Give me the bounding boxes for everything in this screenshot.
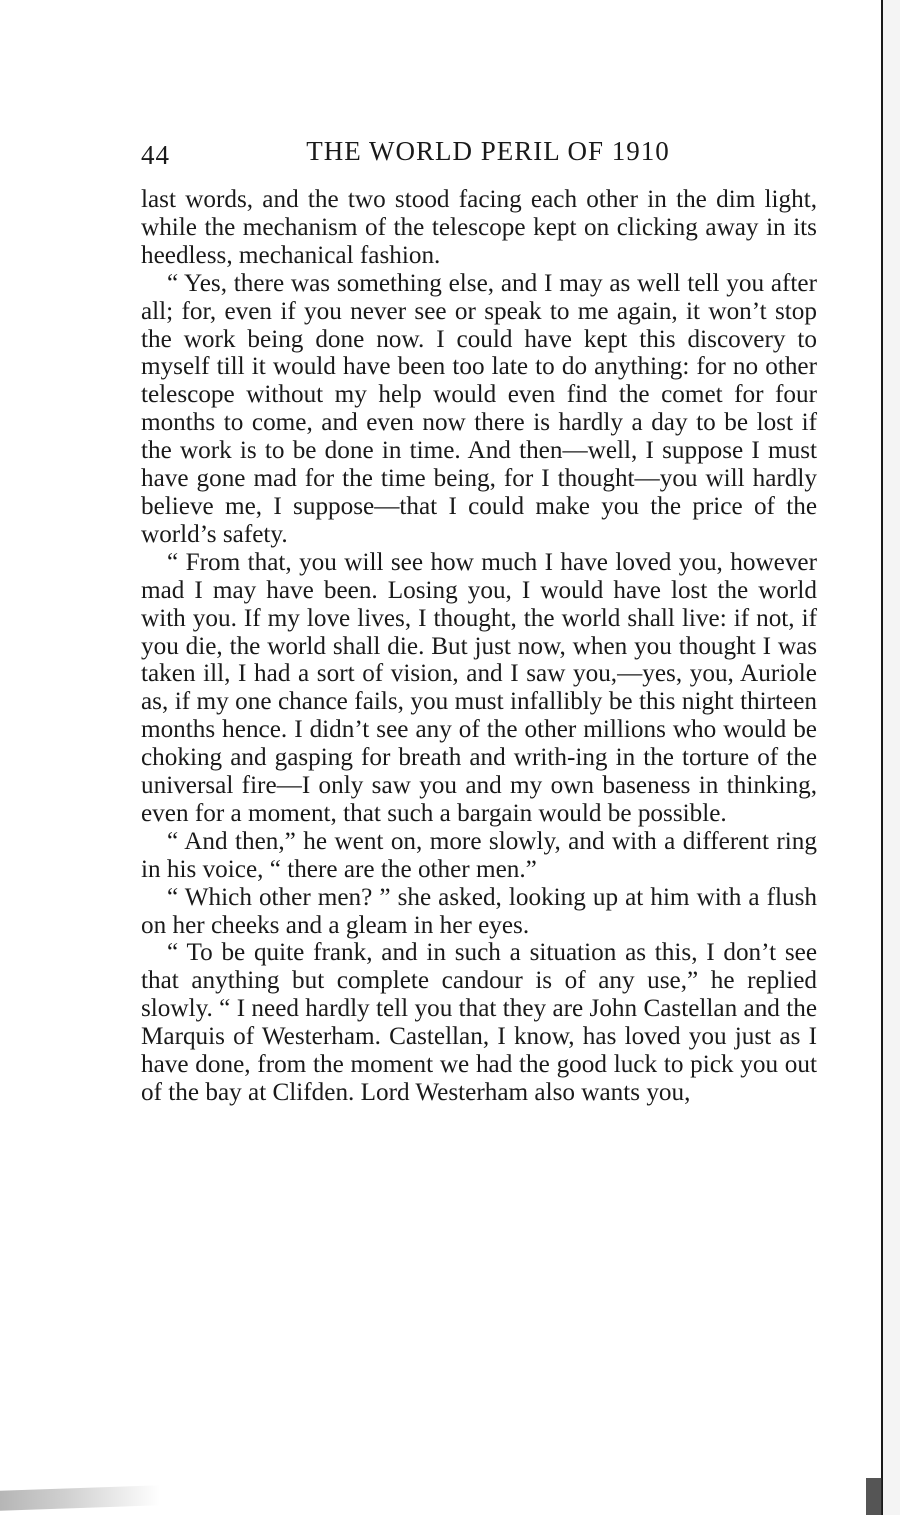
scan-smudge-right [866, 1478, 882, 1515]
paragraph: “ To be quite frank, and in such a situation as this, I don’t see that anything but complete candour is of any use,” he replied slowly. “ I need hardly tell you that they are John Castellan and the Marquis of Westerham. Castellan, I know, has loved you just as I have done, from the moment we had the good luck to pick you out of the bay at Clifden. Lord Westerham also wants you, [141, 939, 817, 1106]
scan-smudge-left [0, 1485, 160, 1511]
body-text [141, 186, 817, 1107]
paragraph: “ From that, you will see how much I have loved you, however mad I may have been. Losing you, I would have lost the world with you. If my love lives, I thought, the world shall live: if not, if you die, the world shall die. But just now, when you thought I was taken ill, I had a sort of vision, and I saw you,—yes, you, Auriole as, if my one chance fails, you must infallibly be this night thirteen months hence. I didn’t see any of the other millions who would be choking and gasping for breath and writh-ing in the torture of the universal fire—I only saw you and my own baseness in thinking, even for a moment, that such a bargain would be possible. [141, 548, 817, 827]
page-number: 44 [141, 140, 170, 170]
paragraph: “ Yes, there was something else, and I may as well tell you after all; for, even if you never see or speak to me again, it won’t stop the work being done now. I could have kept this discovery to myself till it would have been too late to do anything: for no other telescope without my help would even find the comet for four months to come, and even now there is hardly a day to be lost if the work is to be done in time. And then—well, I suppose I must have gone mad for the time being, for I thought—you will hardly believe me, I suppose—that I could make you the price of the world’s safety. [141, 269, 817, 548]
paragraph: “ And then,” he went on, more slowly, and with a different ring in his voice, “ there are the other men.” [141, 827, 817, 883]
page-edge-line [881, 0, 883, 1515]
paragraph-continued: last words, and the two stood facing each other in the dim light, while the mechanism of the telescope kept on clicking away in its heedless, mechanical fashion. [141, 186, 817, 269]
paragraph: “ Which other men? ” she asked, looking up at him with a flush on her cheeks and a gleam in her eyes. [141, 883, 817, 939]
running-title: THE WORLD PERIL OF 1910 [306, 136, 670, 166]
running-head [141, 134, 817, 174]
book-page [141, 134, 817, 1107]
page-edge-shadow [883, 0, 900, 1515]
